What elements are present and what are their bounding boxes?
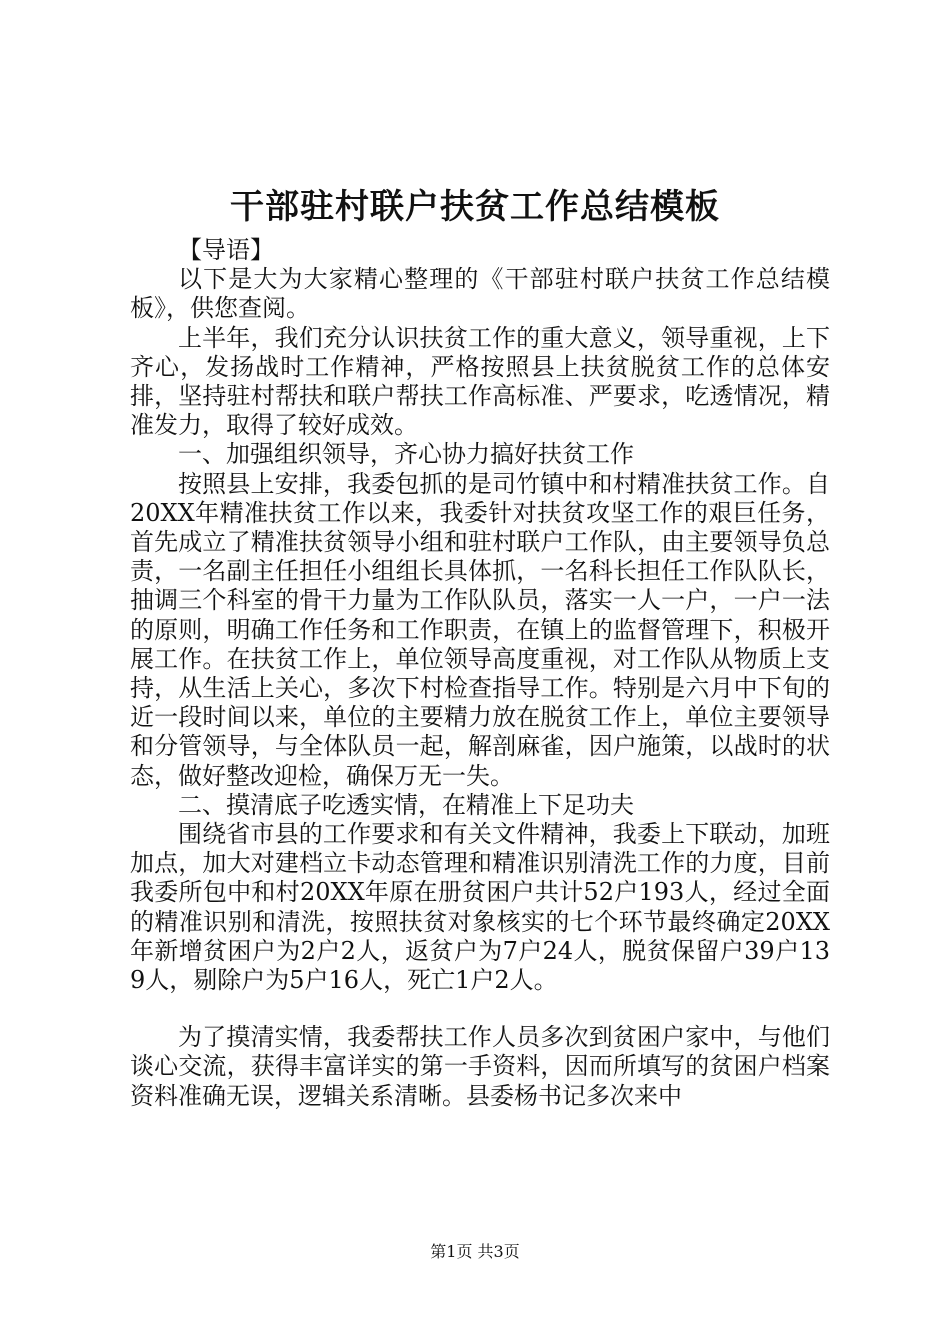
paragraph-section-2: 围绕省市县的工作要求和有关文件精神，我委上下联动，加班加点，加大对建档立卡动态管理和精准识别清洗工作的力度，目前我委所包中和村20XX年原在册贫困户共计52户193人，经过全面的精准识别和清洗，按照扶贫对象核实的七个环节最终确定20XX年新增贫困户为2户2人，返贫户为7户24人，脱贫保留户39户139人，剔除户为5户16人，死亡1户2人。 [130,820,830,995]
section-heading-2: 二、摸清底子吃透实情，在精准上下足功夫 [178,790,634,819]
paragraph-intro: 以下是大为大家精心整理的《干部驻村联户扶贫工作总结模板》，供您查阅。 [130,265,830,323]
section-heading-1: 一、加强组织领导，齐心协力搞好扶贫工作 [178,440,634,469]
paragraph-spacer [130,995,830,1023]
document-title: 干部驻村联户扶贫工作总结模板 [230,187,720,227]
paragraph-investigation: 为了摸清实情，我委帮扶工作人员多次到贫困户家中，与他们谈心交流，获得丰富详实的第一手资料，因而所填写的贫困户档案资料准确无误，逻辑关系清晰。县委杨书记多次来中 [130,1023,830,1110]
paragraph-overview: 上半年，我们充分认识扶贫工作的重大意义，领导重视，上下齐心，发扬战时工作精神，严格按照县上扶贫脱贫工作的总体安排，坚持驻村帮扶和联户帮扶工作高标准、严要求，吃透情况，精准发力，取得了较好成效。 [130,323,830,440]
paragraph-lead-label: 【导语】 [178,236,274,264]
document-body [130,236,830,1111]
page-number-footer: 第1页 共3页 [430,1242,520,1261]
paragraph-section-1: 按照县上安排，我委包抓的是司竹镇中和村精准扶贫工作。自20XX年精准扶贫工作以来，我委针对扶贫攻坚工作的艰巨任务，首先成立了精准扶贫领导小组和驻村联户工作队，由主要领导负总责，一名副主任担任小组组长具体抓，一名科长担任工作队队长，抽调三个科室的骨干力量为工作队队员，落实一人一户，一户一法的原则，明确工作任务和工作职责，在镇上的监督管理下，积极开展工作。在扶贫工作上，单位领导高度重视，对工作队从物质上支持，从生活上关心，多次下村检查指导工作。特别是六月中下旬的近一段时间以来，单位的主要精力放在脱贫工作上，单位主要领导和分管领导，与全体队员一起，解剖麻雀，因户施策，以战时的状态，做好整改迎检，确保万无一失。 [130,469,830,790]
